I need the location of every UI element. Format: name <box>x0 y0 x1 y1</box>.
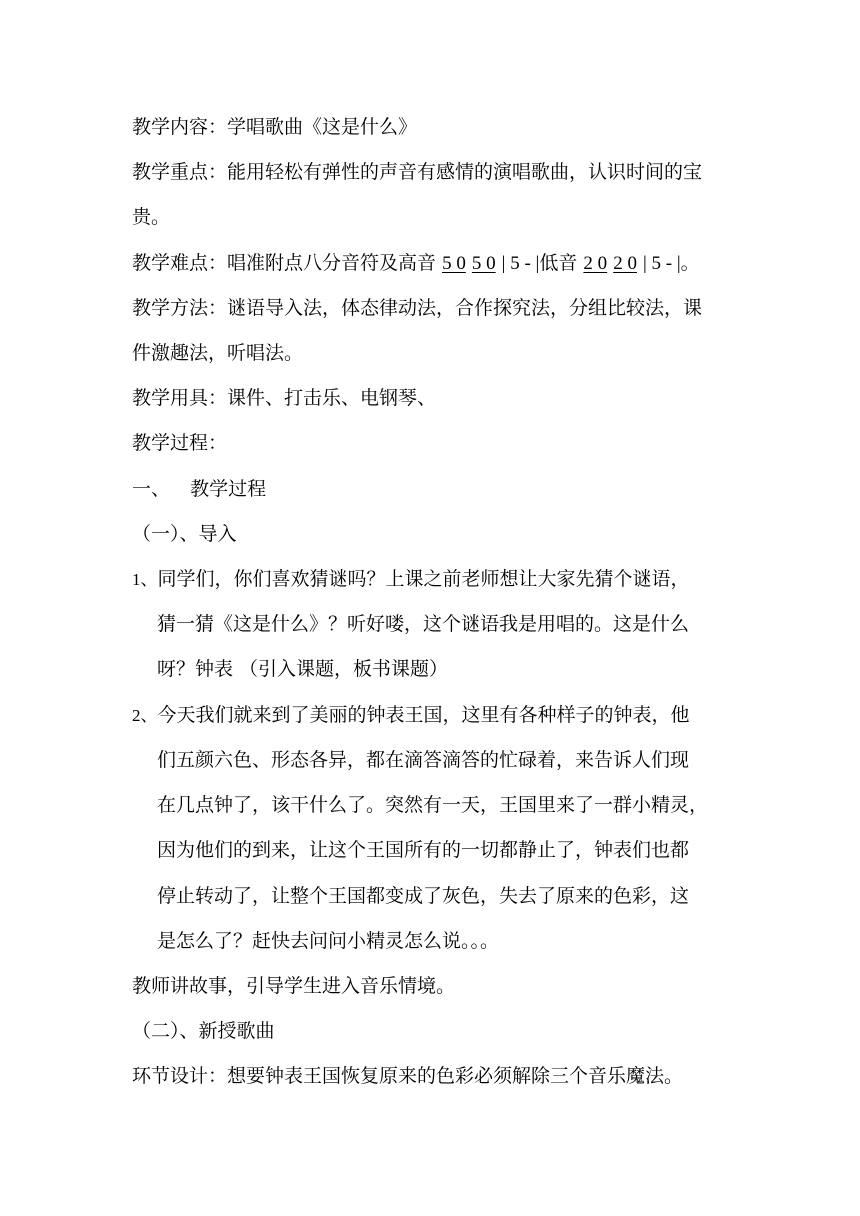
section-one-number: 一、 <box>132 478 171 500</box>
list-item-2-line-1 <box>132 703 690 728</box>
list-item-2-line-5: 停止转动了，让整个王国都变成了灰色，失去了原来的色彩，这 <box>157 885 690 907</box>
list-item-1-line-3: 呀？钟表 （引入课题，板书课题） <box>157 658 449 680</box>
list-item-2-line-3: 在几点钟了，该干什么了。突然有一天，王国里来了一群小精灵， <box>157 794 709 816</box>
low-note-group-2: 2 0 <box>613 253 637 274</box>
notation-end: | 5 - |。 <box>642 253 700 274</box>
teaching-method-line: 教学方法：谜语导入法，体态律动法，合作探究法，分组比较法，课 <box>132 297 703 319</box>
list-item-2-number: 2、 <box>132 706 158 725</box>
teacher-story-line: 教师讲故事，引导学生进入音乐情境。 <box>132 975 456 997</box>
list-item-2-line-2: 们五颜六色、形态各异，都在滴答滴答的忙碌着，来告诉人们现 <box>157 749 690 771</box>
subsection-new-song-heading: （二）、新授歌曲 <box>132 1020 275 1042</box>
section-one-heading <box>132 477 266 502</box>
list-item-2-line-4: 因为他们的到来，让这个王国所有的一切都静止了，钟表们也都 <box>157 839 690 861</box>
subsection-intro-heading: （一）、导入 <box>132 523 237 545</box>
low-note-group-1: 2 0 <box>583 253 608 274</box>
high-note-group-2: 5 0 <box>471 253 496 274</box>
list-item-1-line-1 <box>132 567 690 592</box>
list-item-2-line-6: 是怎么了？赶快去问问小精灵怎么说。。。 <box>157 930 500 952</box>
teaching-focus-continuation: 贵。 <box>132 206 171 228</box>
teaching-focus-line: 教学重点：能用轻松有弹性的声音有感情的演唱歌曲，认识时间的宝 <box>132 161 703 183</box>
list-item-2-text: 今天我们就来到了美丽的钟表王国，这里有各种样子的钟表，他 <box>157 704 690 726</box>
list-item-1-line-2: 猜一猜《这是什么》？听好喽，这个谜语我是用唱的。这是什么 <box>157 613 690 635</box>
activity-design-line: 环节设计：想要钟表王国恢复原来的色彩必须解除三个音乐魔法。 <box>132 1065 684 1087</box>
teaching-content-line: 教学内容：学唱歌曲《这是什么》 <box>132 116 418 138</box>
teaching-process-heading: 教学过程： <box>132 432 228 454</box>
notation-middle: | 5 - |低音 <box>501 253 578 274</box>
high-note-group-1: 5 0 <box>442 253 466 274</box>
difficulty-prefix: 教学难点：唱准附点八分音符及高音 <box>132 252 437 274</box>
list-item-1-number: 1、 <box>132 570 158 589</box>
list-item-1-text: 同学们，你们喜欢猜谜吗？上课之前老师想让大家先猜个谜语， <box>157 568 690 590</box>
teaching-tools-line: 教学用具：课件、打击乐、电钢琴、 <box>132 387 437 409</box>
teaching-method-continuation: 件激趣法，听唱法。 <box>132 342 304 364</box>
teaching-difficulty-line <box>132 251 700 276</box>
section-one-title: 教学过程 <box>190 478 267 500</box>
